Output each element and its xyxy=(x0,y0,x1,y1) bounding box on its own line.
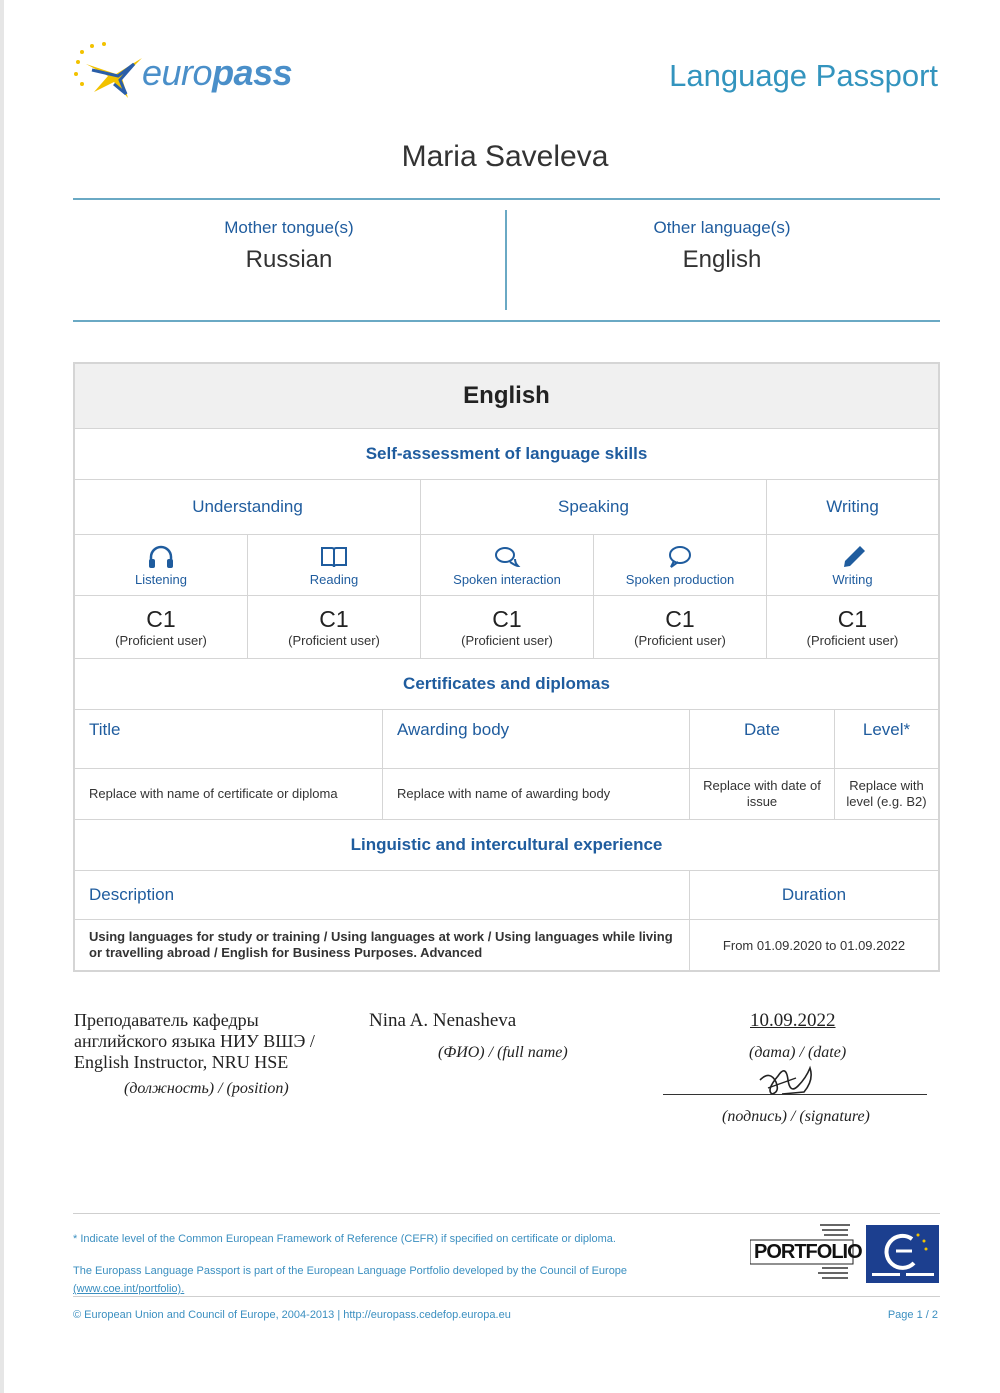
signer-name: Nina A. Nenasheva xyxy=(369,1010,517,1031)
portfolio-link[interactable]: (www.coe.int/portfolio). xyxy=(73,1283,185,1295)
page-number: Page 1 / 2 xyxy=(887,1309,938,1321)
cert-title-value: Replace with name of certificate or diploma xyxy=(89,786,338,801)
skill-reading xyxy=(247,535,420,595)
signer-position: Преподаватель кафедры английского языка НИУ ВШЭ / English Instructor, NRU HSE xyxy=(74,1010,315,1072)
level-reading xyxy=(247,596,420,658)
page-edge xyxy=(0,0,4,1393)
bottom-divider xyxy=(73,320,940,322)
skill-writing xyxy=(766,535,938,595)
book-icon xyxy=(319,544,349,570)
portfolio-note: The Europass Language Passport is part of the European Language Portfolio developed by the Council of Europe xyxy=(73,1265,628,1277)
exp-description-header: Description xyxy=(89,885,175,904)
group-speaking: Speaking xyxy=(420,480,766,534)
cert-body-header: Awarding body xyxy=(382,710,689,768)
cert-level-value: Replace with level (e.g. B2) xyxy=(834,769,938,819)
signature-date: 10.09.2022 xyxy=(750,1010,836,1031)
skill-label: Spoken interaction xyxy=(453,571,561,587)
level-spoken-interaction xyxy=(420,596,593,658)
language-heading: English xyxy=(75,364,938,428)
cert-date-header: Date xyxy=(689,710,834,768)
experience-heading: Linguistic and intercultural experience xyxy=(350,835,663,854)
speech-bubbles-icon xyxy=(492,544,522,570)
skill-spoken-production xyxy=(593,535,766,595)
cert-date-value: Replace with date of issue xyxy=(689,769,834,819)
pen-icon xyxy=(838,544,868,570)
level-description: (Proficient user) xyxy=(288,633,380,648)
exp-duration-value: From 01.09.2020 to 01.09.2022 xyxy=(689,920,938,970)
skill-label: Reading xyxy=(309,571,359,587)
european-language-portfolio-logo xyxy=(750,1222,862,1282)
level-value: C1 xyxy=(665,606,695,632)
skill-label: Spoken production xyxy=(625,571,735,587)
level-value: C1 xyxy=(837,606,868,632)
level-value: C1 xyxy=(146,606,176,632)
name-caption: (ФИО) / (full name) xyxy=(438,1044,568,1061)
exp-description-value: Using languages for study or training / Using languages at work / Using languages while living or travelling abroad / English for Business Purposes. Advanced xyxy=(89,929,673,960)
other-languages-block xyxy=(507,218,937,274)
self-assessment-heading: Self-assessment of language skills xyxy=(365,444,648,463)
cert-title-header: Title xyxy=(89,720,121,739)
signature-line xyxy=(663,1094,927,1095)
level-value: C1 xyxy=(319,606,349,632)
copyright: © European Union and Council of Europe, 2004-2013 | http://europass.cedefop.europa.eu xyxy=(73,1309,511,1321)
level-description: (Proficient user) xyxy=(806,633,899,648)
date-caption: (дата) / (date) xyxy=(749,1044,847,1061)
holder-name: Maria Saveleva xyxy=(401,140,609,173)
handwritten-signature xyxy=(748,1050,828,1100)
footer-bottom-divider xyxy=(73,1296,940,1297)
position-caption: (должность) / (position) xyxy=(124,1080,289,1097)
language-table xyxy=(73,362,940,972)
other-languages-label: Other language(s) xyxy=(653,218,791,237)
council-of-europe-icon xyxy=(866,1225,939,1283)
skill-label: Listening xyxy=(134,571,188,587)
exp-duration-header: Duration xyxy=(689,871,938,919)
skill-spoken-interaction xyxy=(420,535,593,595)
speech-bubble-icon xyxy=(665,544,695,570)
portfolio-logo-text: PORTFOLIO xyxy=(754,1241,862,1263)
mother-tongue-block xyxy=(74,218,504,274)
signature-caption: (подпись) / (signature) xyxy=(722,1108,870,1125)
top-divider xyxy=(73,198,940,200)
level-description: (Proficient user) xyxy=(115,633,207,648)
level-listening xyxy=(75,596,247,658)
mother-tongue-label: Mother tongue(s) xyxy=(224,218,354,237)
group-understanding: Understanding xyxy=(192,497,303,516)
skill-label: Writing xyxy=(832,571,873,587)
skill-listening xyxy=(75,535,247,595)
level-writing xyxy=(766,596,938,658)
mother-tongue-value: Russian xyxy=(245,246,333,273)
council-of-europe-logo xyxy=(866,1225,939,1283)
document-title: Language Passport xyxy=(669,58,938,93)
europass-star-icon xyxy=(72,40,152,110)
level-description: (Proficient user) xyxy=(461,633,553,648)
headphones-icon xyxy=(146,544,176,570)
other-languages-value: English xyxy=(682,246,762,273)
certificates-heading: Certificates and diplomas xyxy=(403,674,610,693)
level-value: C1 xyxy=(492,606,522,632)
level-spoken-production xyxy=(593,596,766,658)
footer-divider xyxy=(73,1213,940,1214)
cert-body-value: Replace with name of awarding body xyxy=(382,769,689,819)
europass-wordmark: europass xyxy=(142,52,293,93)
group-writing: Writing xyxy=(766,480,938,534)
cert-level-header: Level* xyxy=(834,710,938,768)
cefr-footnote: * Indicate level of the Common European Framework of Reference (CEFR) if specified on certificate or diploma. xyxy=(73,1233,616,1245)
level-description: (Proficient user) xyxy=(634,633,726,648)
